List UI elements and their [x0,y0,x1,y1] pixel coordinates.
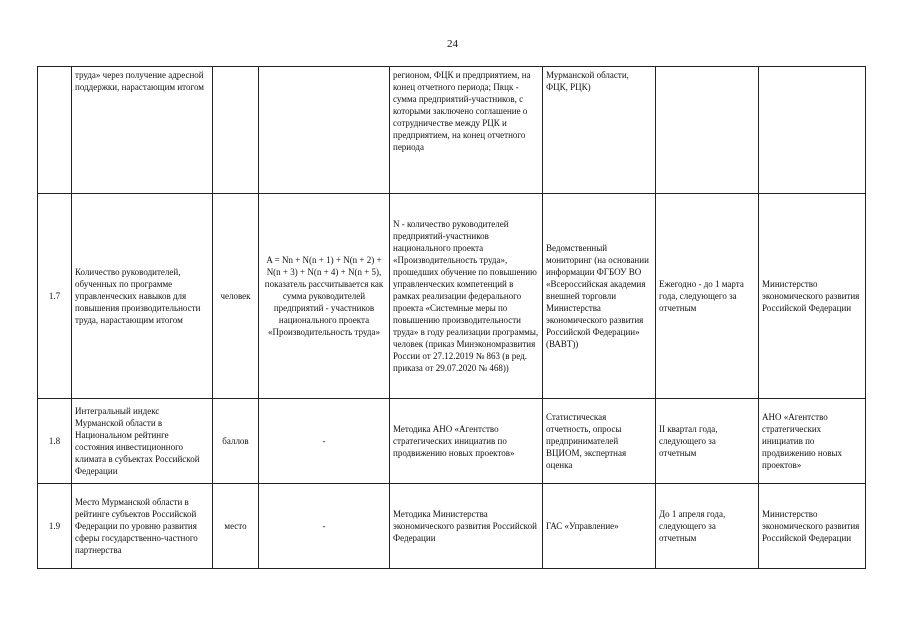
unit-cell [213,67,259,194]
method-cell: регионом, ФЦК и предприятием, на конец отчетного периода; Пʀцк - сумма предприятий-участников, с которыми заключено соглашение о сотрудничестве между РЦК и предприятием, на конец отчетного периода [390,67,543,194]
table-row [38,484,866,569]
indicator-name: труда» через получение адресной поддержки, нарастающим итогом [72,67,213,194]
source-cell: Статистическая отчетность, опросы предпринимателей ВЦИОМ, экспертная оценка [543,399,656,484]
responsible-cell: Министерство экономического развития Российской Федерации [759,194,866,399]
source-cell: Мурманской области, ФЦК, РЦК) [543,67,656,194]
table-row [38,399,866,484]
formula-cell: A = Nn + N(n + 1) + N(n + 2) + N(n + 3) + N(n + 4) + N(n + 5), показатель рассчитывается как сумма руководителей предприятий - участников национального проекта «Производительность труда» [259,194,390,399]
source-cell: ГАС «Управление» [543,484,656,569]
timing-cell: До 1 апреля года, следующего за отчетным [656,484,759,569]
method-cell: Методика Министерства экономического развития Российской Федерации [390,484,543,569]
unit-cell: человек [213,194,259,399]
indicator-name: Место Мурманской области в рейтинге субъектов Российской Федерации по уровню развития сферы государственно-частного партнерства [72,484,213,569]
timing-cell: II квартал года, следующего за отчетным [656,399,759,484]
row-number: 1.9 [38,484,72,569]
method-cell: N - количество руководителей предприятий-участников национального проекта «Производительность труда», прошедших обучение по повышению управленческих компетенций в рамках реализации федерального проекта «Системные меры по повышению производительности труда» в году реализации программы, человек (приказ Минэкономразвития России от 27.12.2019 № 863 (в ред. приказа от 29.07.2020 № 468)) [390,194,543,399]
responsible-cell [759,67,866,194]
unit-cell: баллов [213,399,259,484]
indicator-name: Количество руководителей, обученных по программе управленческих навыков для повышения производительности труда, нарастающим итогом [72,194,213,399]
page-number: 24 [447,38,458,50]
row-number: 1.8 [38,399,72,484]
indicator-name: Интегральный индекс Мурманской области в Национальном рейтинге состояния инвестиционного климата в субъектах Российской Федерации [72,399,213,484]
table-row [38,67,866,194]
formula-cell [259,67,390,194]
row-number: 1.7 [38,194,72,399]
timing-cell: Ежегодно - до 1 марта года, следующего за отчетным [656,194,759,399]
method-cell: Методика АНО «Агентство стратегических инициатив по продвижению новых проектов» [390,399,543,484]
row-number [38,67,72,194]
formula-cell: - [259,399,390,484]
source-cell: Ведомственный мониторинг (на основании информации ФГБОУ ВО «Всероссийская академия внешней торговли Министерства экономического развития Российской Федерации» (ВАВТ)) [543,194,656,399]
responsible-cell: Министерство экономического развития Российской Федерации [759,484,866,569]
responsible-cell: АНО «Агентство стратегических инициатив по продвижению новых проектов» [759,399,866,484]
indicators-table [37,66,866,569]
timing-cell [656,67,759,194]
formula-cell: - [259,484,390,569]
table-row [38,194,866,399]
unit-cell: место [213,484,259,569]
